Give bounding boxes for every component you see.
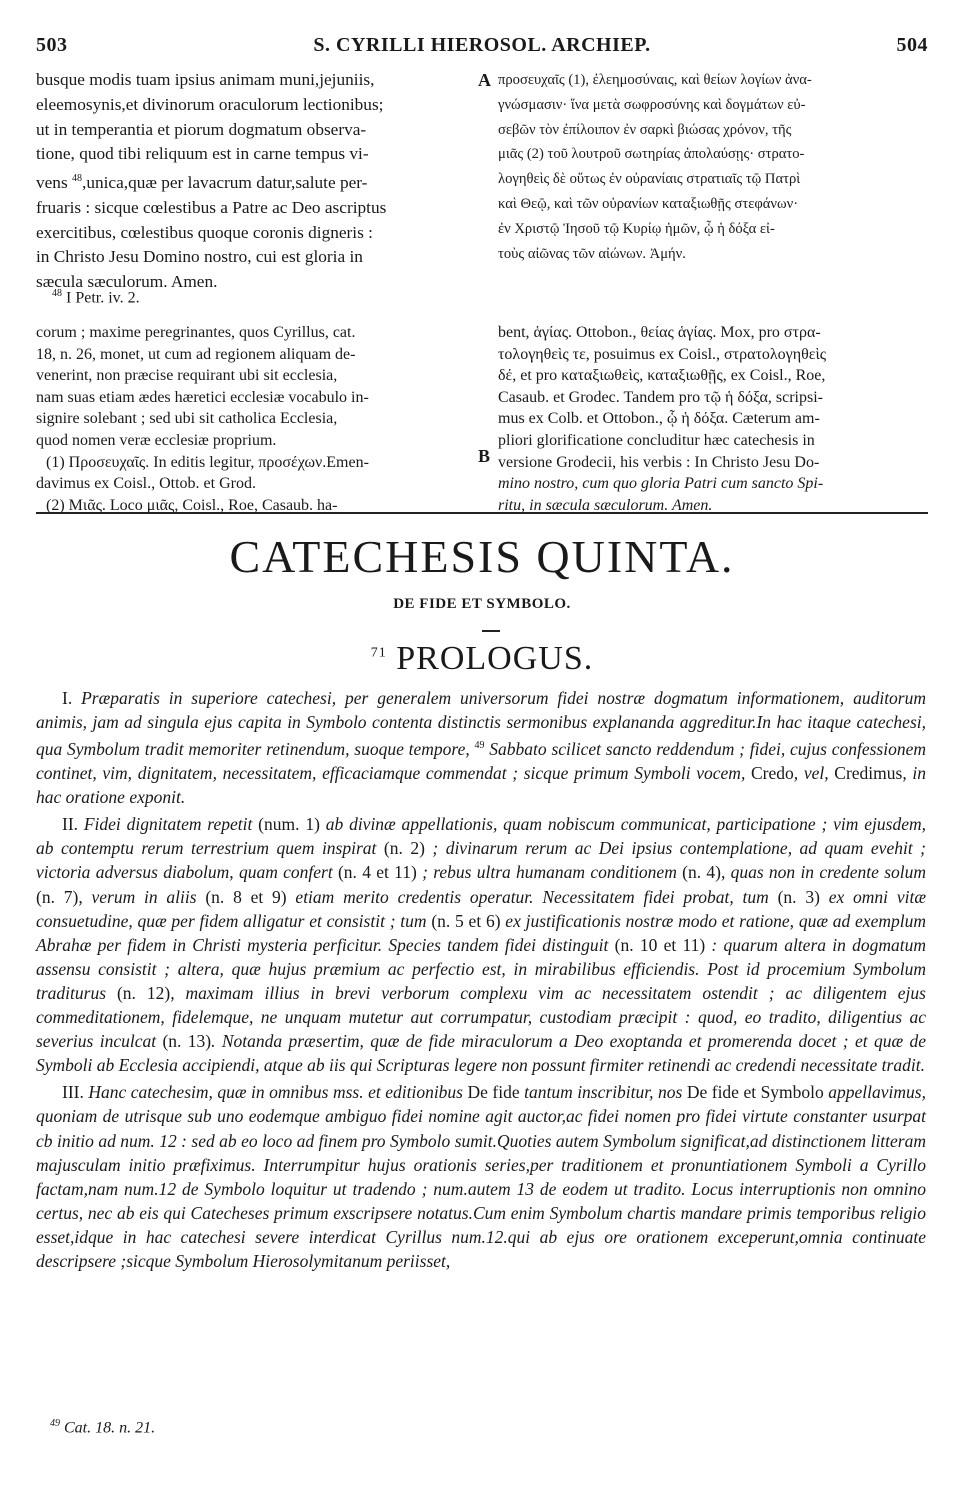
section-divider [36, 512, 928, 514]
latin-line: tione, quod tibi reliquum est in carne tempus vi- [36, 144, 369, 164]
note-line: 18, n. 26, monet, ut cum ad regionem aliquam de- [36, 345, 356, 363]
latin-column [36, 68, 468, 295]
paragraph-1: I. Præparatis in superiore catechesi, per generalem universorum fidei nostræ dogmatum informationem, auditorum animis, jam ad singula ejus capita in Symbolo contenta distinctis sermonibus explananda aggreditur.In hac itaque catechesi, qua Symbolum tradit memoriter retinendum, suoque tempore, $^{49}$ Sabbato scilicet sancto reddendum ; fidei, cujus confessionem continet, vim, dignitatem, necessitatem, efficaciamque commendat ; sicque primum Symboli vocem, Credo, vel, Credimus, in hac oratione exponit. [36, 688, 926, 808]
footnote-49: $^{49}$ Cat. 18. n. 21. [50, 1418, 156, 1437]
latin-line: vens $^{48}$,unica,quæ per lavacrum datur,salute per- [36, 172, 368, 192]
notes-left-column [36, 322, 468, 516]
note-line: davimus ex Coisl., Ottob. et Grod. [36, 475, 256, 493]
note-line: (1) Προσευχαῖς. In editis legitur, προσέχων.Emen- [46, 453, 369, 471]
greek-line: γνώσμασιν· ἵνα μετὰ σωφροσύνης καὶ δογμάτων εὐ- [498, 96, 806, 113]
note-line: mus ex Colb. et Ottobon., ᾧ ἡ δόξα. Cæterum am- [498, 410, 820, 428]
greek-line: τοὺς αἰῶνας τῶν αἰώνων. Ἀμήν. [498, 245, 686, 262]
note-line: bent, ἁγίας. Ottobon., θείας ἁγίας. Mox, pro στρα- [498, 324, 821, 341]
note-line: pliori glorificatione concluditur hæc catechesis in [498, 431, 815, 449]
margin-marker-b: B [478, 446, 491, 466]
note-line: versione Grodecii, his verbis : In Christo Jesu Do- [498, 453, 820, 471]
latin-line: exercitibus, cœlestibus quoque coronis digneris : [36, 222, 373, 242]
note-line: corum ; maxime peregrinantes, quos Cyrillus, cat. [36, 324, 356, 341]
latin-line: in Christo Jesu Domino nostro, cui est gloria in [36, 247, 363, 267]
latin-line: busque modis tuam ipsius animam muni,jejuniis, [36, 70, 375, 89]
latin-line: ut in temperantia et piorum dogmatum observa- [36, 119, 367, 139]
latin-line: fruaris : sicque cœlestibus a Patre ac Deo ascriptus [36, 197, 387, 217]
note-line: (2) Μιᾶς. Loco μιᾶς, Coisl., Roe, Casaub. ha- [46, 496, 338, 514]
greek-line: προσευχαῖς (1), ἐλεημοσύναις, καὶ θείων λογίων ἀνα- [498, 72, 812, 88]
title-divider [482, 630, 500, 632]
note-line: nam suas etiam ædes hæretici ecclesiæ vocabulo in- [36, 388, 369, 406]
greek-line: μιᾶς (2) τοῦ λουτροῦ σωτηρίας ἀπολαύσῃς· στρατο- [498, 146, 805, 163]
notes-right-column [498, 322, 928, 516]
catechesis-subtitle: DE FIDE ET SYMBOLO. [393, 596, 571, 612]
footnote-48: $^{48}$ I Petr. iv. 2. [52, 288, 140, 307]
note-line: ritu, in sæcula sæculorum. Amen. [498, 496, 713, 514]
note-line: mino nostro, cum quo gloria Patri cum sancto Spi- [498, 475, 824, 493]
margin-marker-a: A [478, 70, 491, 90]
prologus-body [36, 686, 926, 1273]
prologus-heading: $^{71}$ PROLOGUS. [370, 640, 594, 677]
greek-line: σεβῶν τὸν ἐπίλοιπον ἐν σαρκὶ βιώσας χρόνον, τῆς [498, 121, 792, 138]
catechesis-title: CATECHESIS QUINTA. [229, 531, 735, 582]
note-line: τολογηθεὶς τε, posuimus ex Coisl., στρατολογηθεὶς [498, 345, 827, 363]
note-line: Casaub. et Grodec. Tandem pro τῷ ἡ δόξα, scripsi- [498, 388, 823, 406]
note-line: signire solebant ; sed ubi sit catholica Ecclesia, [36, 410, 338, 428]
note-line: δέ, et pro καταξιωθεὶς, καταξιωθῇς, ex Coisl., Roe, [498, 367, 826, 385]
greek-line: ἐν Χριστῷ Ἰησοῦ τῷ Κυρίῳ ἡμῶν, ᾧ ἡ δόξα εἰ- [498, 220, 775, 237]
footnote-ref-48: 48 [72, 173, 82, 185]
latin-line: eleemosynis,et divinorum oraculorum lectionibus; [36, 94, 384, 114]
page-number-left: 503 [36, 34, 68, 56]
note-line: venerint, non præcise requirant ubi sit ecclesia, [36, 367, 338, 385]
greek-column [498, 68, 928, 266]
greek-line: λογηθεὶς δὲ οὕτως ἐν οὐρανίαις στρατιαῖς τῷ Πατρὶ [498, 171, 801, 188]
page-number-right: 504 [896, 34, 928, 56]
paragraph-2: II. Fidei dignitatem repetit (num. 1) ab divinæ appellationis, quam nobiscum communicat, participatione ; vim ejusdem, ab contemptu rerum terrestrium quem inspirat (n. 2) ; divinarum rerum ac Dei ipsius contemplatione, ad quam evehit ; victoria adversus diabolum, quam confert (n. 4 et 11) ; rebus ultra humanam conditionem (n. 4), quas non in credente solum (n. 7), verum in aliis (n. 8 et 9) etiam merito credentis operatur. Necessitatem fidei probat, tum (n. 3) ex omni vitæ consuetudine, quæ per fidem alligatur et consistit ; tum (n. 5 et 6) ex justificationis nostræ modo et ratione, quæ ad exemplum Abrahæ per fidem in Christi mysteria perficitur. Species tandem fidei distinguit (n. 10 et 11) : quarum altera in dogmatum assensu consistit ; altera, quæ hujus præmium ac perfectio est, in mirabilibus efficiendis. Post id procemium Symbolum traditurus (n. 12), maximam illius in brevi verborum complexu vim ac necessitatem ostendit ; ac diligentem ejus commeditationem, fidelemque, ne unquam mutetur aut corrumpatur, custodiam præcipit : quod, eo tradito, diligentius ac severius inculcat (n. 13). Notanda præsertim, quæ de fide miraculorum a Deo exoptanda et promerenda docet ; et quæ de Symboli ab Ecclesia accipiendi, atque ab iis qui Scripturas legere non possunt firmiter retinendi ac credendi necessitate tradit. [36, 814, 927, 1076]
paragraph-3: III. Hanc catechesim, quæ in omnibus mss. et editionibus De fide tantum inscribitur, nos De fide et Symbolo appellavimus, quoniam de utrisque sub uno eodemque ambiguo fidei nomine agit auctor,ac fidei nomen pro fidei virtute constanter usurpat cb initio ad num. 12 : sed ab eo loco ad finem pro Symbolo sumit.Quoties autem Symbolum significat,ad distinctionem litteram majusculam initio præfiximus. Interrumpitur hujus orationis series,per traditionem et pronuntiationem Symboli a Cyrillo factam,nam num.12 de Symbolo loquitur ut tradendo ; num.autem 13 de eodem ut tradito. Locus interruptionis non omnino certus, nec ab eis qui Catecheses primum exscripsere notatus.Cum enim Symbolum chartis mandare primis temporibus religio esset,idque in hac catechesi severe interdicat Cyrillus num.12.qui ab ejus ore orationem exceperunt,omnia continuate descripsere ;sicque Symbolum Hierosolymitanum periisset, [36, 1082, 926, 1271]
page-header [36, 34, 928, 60]
note-line: quod nomen veræ ecclesiæ proprium. [36, 431, 277, 449]
greek-line: καὶ Θεῷ, καὶ τῶν οὐρανίων καταξιωθῇς στεφάνων· [498, 195, 799, 212]
column-number: 71 [370, 645, 387, 661]
running-title: S. CYRILLI HIEROSOL. ARCHIEP. [313, 34, 651, 56]
latin-line: sæcula sæculorum. Amen. [36, 272, 218, 292]
